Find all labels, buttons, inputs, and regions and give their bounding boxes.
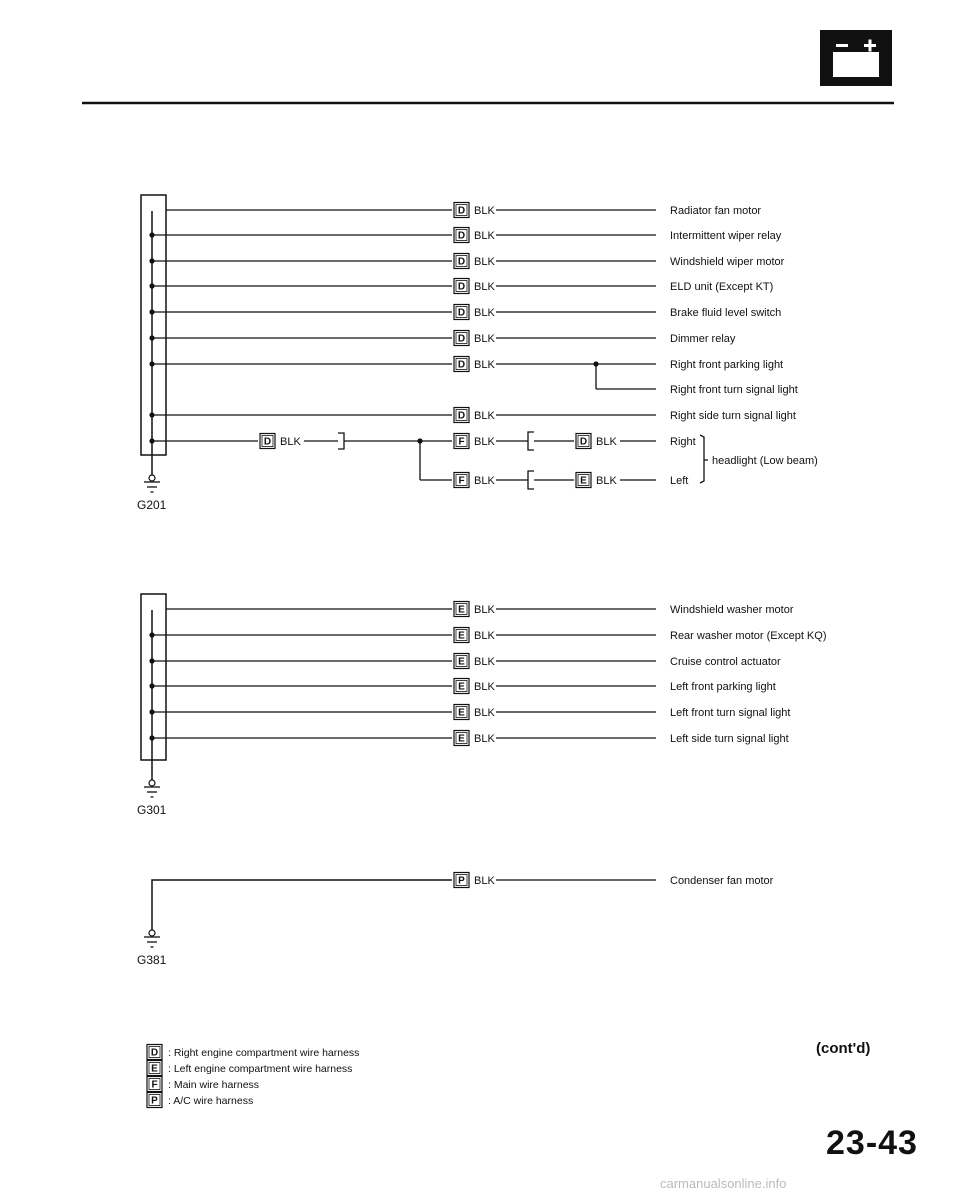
circuit-label: Intermittent wiper relay bbox=[670, 230, 782, 242]
inline-connector bbox=[528, 471, 534, 489]
wire-color-label: BLK bbox=[474, 359, 495, 371]
connector-code: F bbox=[458, 436, 465, 448]
connector-code: D bbox=[579, 436, 588, 448]
wire-color-label: BLK bbox=[474, 333, 495, 345]
ground-point-label: G201 bbox=[137, 498, 167, 512]
circuit-label: Radiator fan motor bbox=[670, 205, 762, 217]
wire-color-label: BLK bbox=[474, 707, 495, 719]
connector-code: E bbox=[458, 733, 465, 745]
ground-terminal bbox=[149, 780, 155, 786]
inline-connector bbox=[338, 433, 344, 449]
legend-connector-code: E bbox=[151, 1063, 158, 1075]
legend-connector-code: P bbox=[151, 1095, 158, 1107]
headlight-left-label: Left bbox=[670, 475, 689, 487]
headlight-label: headlight (Low beam) bbox=[712, 455, 818, 467]
wire-color-label: BLK bbox=[474, 875, 495, 887]
wire-color-label: BLK bbox=[474, 733, 495, 745]
legend-text: : Main wire harness bbox=[168, 1079, 260, 1091]
ground-point-label: G381 bbox=[137, 953, 167, 967]
connector-code: D bbox=[457, 410, 466, 422]
connector-code: E bbox=[458, 681, 465, 693]
wire-color-label: BLK bbox=[474, 656, 495, 668]
connector-code: D bbox=[457, 333, 466, 345]
connector-code: P bbox=[458, 875, 465, 887]
wire-color-label: BLK bbox=[280, 436, 301, 448]
wire-color-label: BLK bbox=[474, 307, 495, 319]
circuit-label: Rear washer motor (Except KQ) bbox=[670, 630, 827, 642]
wire bbox=[152, 880, 452, 912]
connector-code: D bbox=[457, 307, 466, 319]
ground-point-label: G301 bbox=[137, 803, 167, 817]
wire-color-label: BLK bbox=[474, 604, 495, 616]
wire-color-label: BLK bbox=[474, 205, 495, 217]
wire-color-label: BLK bbox=[474, 281, 495, 293]
wire-color-label: BLK bbox=[474, 681, 495, 693]
circuit-label: Left front parking light bbox=[670, 681, 776, 693]
circuit-label: ELD unit (Except KT) bbox=[670, 281, 774, 293]
headlight-bracket bbox=[700, 435, 704, 483]
wire-color-label: BLK bbox=[474, 630, 495, 642]
continued-label: (cont'd) bbox=[816, 1040, 871, 1057]
connector-code: E bbox=[458, 630, 465, 642]
ground-section-g201 bbox=[137, 195, 818, 512]
connector-code: E bbox=[458, 707, 465, 719]
connector-code: E bbox=[580, 475, 587, 487]
connector-code: D bbox=[457, 205, 466, 217]
connector-code: D bbox=[457, 281, 466, 293]
connector-code: E bbox=[458, 656, 465, 668]
ground-terminal bbox=[149, 475, 155, 481]
wire-color-label: BLK bbox=[474, 436, 495, 448]
circuit-label: Left side turn signal light bbox=[670, 733, 789, 745]
connector-legend bbox=[147, 1045, 359, 1108]
circuit-label: Right side turn signal light bbox=[670, 410, 796, 422]
ground-section-g301 bbox=[137, 594, 827, 817]
circuit-label: Dimmer relay bbox=[670, 333, 736, 345]
wire-color-label: BLK bbox=[474, 256, 495, 268]
legend-text: : Right engine compartment wire harness bbox=[168, 1047, 360, 1059]
wire-color-label: BLK bbox=[474, 475, 495, 487]
circuit-label: Windshield washer motor bbox=[670, 604, 794, 616]
connector-code: E bbox=[458, 604, 465, 616]
ground-terminal bbox=[149, 930, 155, 936]
wire-color-label: BLK bbox=[474, 410, 495, 422]
circuit-label: Left front turn signal light bbox=[670, 707, 791, 719]
splice-bus bbox=[141, 594, 166, 760]
headlight-right-label: Right bbox=[670, 436, 696, 448]
battery-icon bbox=[820, 30, 892, 86]
circuit-label: Cruise control actuator bbox=[670, 656, 781, 668]
wire-color-label: BLK bbox=[596, 436, 617, 448]
legend-text: : A/C wire harness bbox=[168, 1095, 254, 1107]
connector-code: F bbox=[458, 475, 465, 487]
wire-color-label: BLK bbox=[596, 475, 617, 487]
circuit-label: Right front parking light bbox=[670, 359, 784, 371]
legend-connector-code: D bbox=[150, 1047, 159, 1059]
connector-code: D bbox=[263, 436, 272, 448]
circuit-label: Condenser fan motor bbox=[670, 875, 774, 887]
legend-text: : Left engine compartment wire harness bbox=[168, 1063, 353, 1075]
circuit-label: Brake fluid level switch bbox=[670, 307, 782, 319]
footer-watermark: carmanualsonline.info bbox=[660, 1176, 787, 1191]
connector-code: D bbox=[457, 256, 466, 268]
splice-node bbox=[593, 361, 598, 366]
wire-color-label: BLK bbox=[474, 230, 495, 242]
page-number: 23-43 bbox=[826, 1124, 918, 1162]
inline-connector bbox=[528, 432, 534, 450]
connector-code: D bbox=[457, 230, 466, 242]
ground-section-g381 bbox=[137, 873, 774, 968]
circuit-label: Right front turn signal light bbox=[670, 384, 798, 396]
legend-connector-code: F bbox=[151, 1079, 158, 1091]
connector-code: D bbox=[457, 359, 466, 371]
circuit-label: Windshield wiper motor bbox=[670, 256, 785, 268]
